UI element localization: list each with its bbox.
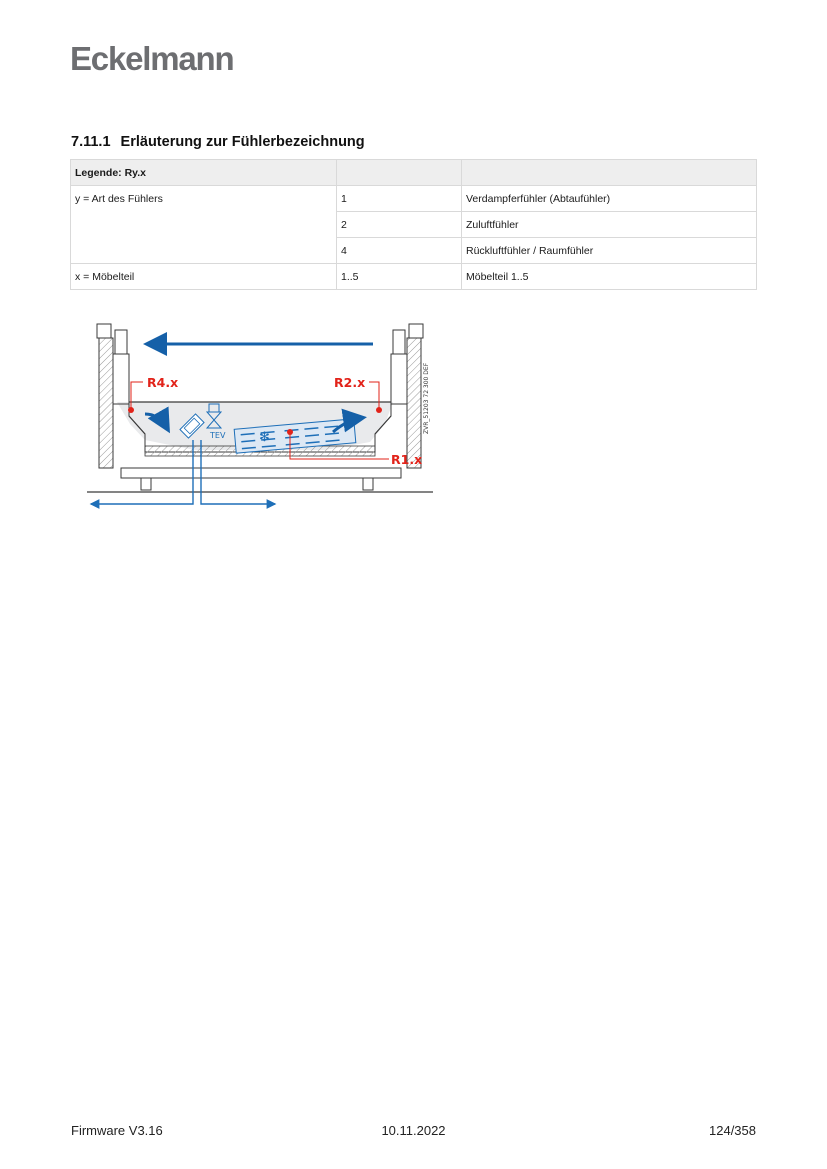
legend-header-cell bbox=[337, 160, 462, 186]
section-number: 7.11.1 bbox=[71, 134, 111, 150]
value-cell: 4 bbox=[337, 238, 462, 264]
section-title: Erläuterung zur Fühlerbezeichnung bbox=[120, 134, 365, 150]
section-heading bbox=[71, 134, 365, 150]
legend-table bbox=[70, 159, 757, 290]
desc-cell: Zuluftfühler bbox=[462, 212, 757, 238]
footer-firmware: Firmware V3.16 bbox=[71, 1123, 163, 1138]
r2-label: R2.x bbox=[334, 375, 366, 390]
footer-date: 10.11.2022 bbox=[381, 1123, 446, 1138]
footer-page-number: 124/358 bbox=[709, 1123, 756, 1138]
legend-header-cell: Legende: Ry.x bbox=[71, 160, 337, 186]
param-cell: y = Art des Fühlers bbox=[71, 186, 337, 212]
legend-header-row bbox=[71, 160, 757, 186]
table-row bbox=[71, 186, 757, 212]
drawing-id: ZVR_51203 72 300 DEF bbox=[423, 362, 430, 434]
snowflake-icon: ✻ bbox=[259, 430, 270, 445]
r4-label: R4.x bbox=[147, 375, 179, 390]
brand-logo: Eckelmann bbox=[70, 40, 234, 77]
legend-header-cell bbox=[462, 160, 757, 186]
right-wall bbox=[375, 324, 423, 468]
table-row bbox=[71, 212, 757, 238]
tev-label: TEV bbox=[210, 431, 226, 440]
desc-cell: Verdampferfühler (Abtaufühler) bbox=[462, 186, 757, 212]
left-wall bbox=[97, 324, 145, 468]
param-cell bbox=[71, 212, 337, 238]
param-cell: x = Möbelteil bbox=[71, 264, 337, 290]
base-frame bbox=[121, 468, 401, 478]
foot-left bbox=[141, 478, 151, 490]
value-cell: 2 bbox=[337, 212, 462, 238]
foot-right bbox=[363, 478, 373, 490]
table-row bbox=[71, 264, 757, 290]
value-cell: 1 bbox=[337, 186, 462, 212]
table-row bbox=[71, 238, 757, 264]
r1-label: R1.x bbox=[391, 452, 423, 467]
param-cell bbox=[71, 238, 337, 264]
desc-cell: Möbelteil 1..5 bbox=[462, 264, 757, 290]
desc-cell: Rückluftfühler / Raumfühler bbox=[462, 238, 757, 264]
refrigerated-cabinet-diagram bbox=[85, 316, 435, 516]
value-cell: 1..5 bbox=[337, 264, 462, 290]
